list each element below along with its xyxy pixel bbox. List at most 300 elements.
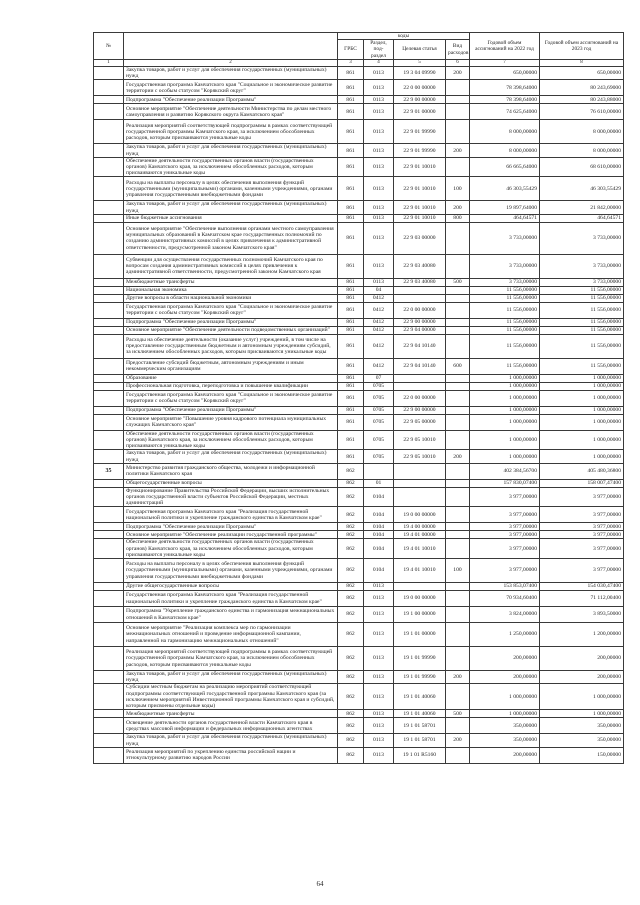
row-amount-2023: 350,00000 xyxy=(540,718,624,734)
row-amount-2023: 8 000,00000 xyxy=(540,144,624,157)
row-target-article: 19 1 01 58701 xyxy=(394,734,446,747)
index-cell: 7 xyxy=(470,59,540,66)
row-grbs: 861 xyxy=(338,67,364,80)
table-header xyxy=(94,33,624,67)
row-amount-2022: 66 665,64000 xyxy=(470,157,540,177)
row-name: Государственная программа Камчатского края "Социальное и экономическое развитие территории с особым статусом "Корякский округ" xyxy=(124,390,338,406)
row-amount-2023: 3 977,00000 xyxy=(540,531,624,539)
row-amount-2022: 350,00000 xyxy=(470,734,540,747)
row-expense-type: 200 xyxy=(446,144,470,157)
row-amount-2022: 19 897,64000 xyxy=(470,201,540,214)
row-name: Обеспечение деятельности государственных органов власти (государственных органов) Камчатского края, за исключением обособленных расходов, которым присваиваются уникальные коды xyxy=(124,539,338,559)
row-amount-2023: 1 000,00000 xyxy=(540,430,624,450)
row-razdel: 0113 xyxy=(364,96,394,104)
row-amount-2022: 350,00000 xyxy=(470,718,540,734)
row-number xyxy=(94,623,124,647)
row-grbs: 861 xyxy=(338,358,364,374)
table-row xyxy=(94,201,624,214)
row-amount-2022: 8 000,00000 xyxy=(470,120,540,144)
row-target-article xyxy=(394,294,446,302)
row-target-article: 22 9 00 00000 xyxy=(394,96,446,104)
row-amount-2022: 1 000,00000 xyxy=(470,414,540,430)
row-target-article: 22 9 03 40080 xyxy=(394,254,446,278)
row-grbs: 862 xyxy=(338,463,364,479)
row-name: Субсидии местным бюджетам на реализацию мероприятий соответствующей подпрограммы соответствующей государственной программы Камчатского края (за исключением мероприятий Инвестиционной программы Камчатского края и субсидий, которым присвоены отдельные коды) xyxy=(124,684,338,710)
row-grbs: 861 xyxy=(338,374,364,382)
row-name: Основное мероприятие "Обеспечение реализации государственной программы" xyxy=(124,531,338,539)
row-expense-type xyxy=(446,294,470,302)
row-target-article: 19 1 01 40060 xyxy=(394,710,446,718)
table-row xyxy=(94,390,624,406)
row-expense-type xyxy=(446,382,470,390)
row-razdel: 0113 xyxy=(364,718,394,734)
row-number xyxy=(94,390,124,406)
row-amount-2023: 1 000,00000 xyxy=(540,374,624,382)
table-row xyxy=(94,734,624,747)
row-razdel: 0104 xyxy=(364,523,394,531)
row-grbs: 862 xyxy=(338,623,364,647)
row-amount-2023: 158 007,47400 xyxy=(540,479,624,487)
row-expense-type xyxy=(446,607,470,623)
row-target-article: 19 1 01 99990 xyxy=(394,671,446,684)
row-expense-type: 600 xyxy=(446,358,470,374)
row-number xyxy=(94,531,124,539)
row-razdel: 0113 xyxy=(364,201,394,214)
row-expense-type xyxy=(446,531,470,539)
row-amount-2022: 11 556,00000 xyxy=(470,358,540,374)
table-row xyxy=(94,710,624,718)
row-amount-2023: 1 000,00000 xyxy=(540,710,624,718)
row-amount-2022: 11 556,00000 xyxy=(470,318,540,326)
table-row xyxy=(94,430,624,450)
row-grbs: 862 xyxy=(338,607,364,623)
table-row xyxy=(94,607,624,623)
header-target-article: Целевая статья xyxy=(394,40,446,60)
row-razdel: 0113 xyxy=(364,254,394,278)
row-amount-2022: 1 000,00000 xyxy=(470,390,540,406)
row-amount-2022: 200,00000 xyxy=(470,671,540,684)
row-target-article: 19 3 04 09990 xyxy=(394,67,446,80)
row-razdel: 0705 xyxy=(364,406,394,414)
row-number xyxy=(94,607,124,623)
row-number xyxy=(94,507,124,523)
row-expense-type xyxy=(446,414,470,430)
row-grbs: 861 xyxy=(338,334,364,358)
row-amount-2023: 3 733,00000 xyxy=(540,254,624,278)
row-amount-2023: 200,00000 xyxy=(540,671,624,684)
row-number xyxy=(94,479,124,487)
row-target-article: 22 9 03 00000 xyxy=(394,222,446,254)
row-grbs: 861 xyxy=(338,278,364,286)
table-row xyxy=(94,214,624,222)
row-amount-2023: 1 000,00000 xyxy=(540,406,624,414)
row-target-article xyxy=(394,286,446,294)
row-target-article: 19 4 00 00000 xyxy=(394,523,446,531)
table-row xyxy=(94,80,624,96)
table-row xyxy=(94,463,624,479)
row-grbs: 861 xyxy=(338,144,364,157)
row-amount-2023: 3 733,00000 xyxy=(540,222,624,254)
row-number xyxy=(94,334,124,358)
row-razdel: 0113 xyxy=(364,222,394,254)
row-grbs: 861 xyxy=(338,96,364,104)
row-razdel: 0412 xyxy=(364,302,394,318)
row-expense-type xyxy=(446,623,470,647)
row-name: Подпрограмма "Обеспечение реализации Программы" xyxy=(124,523,338,531)
table-row xyxy=(94,104,624,120)
row-amount-2022: 3 733,00000 xyxy=(470,254,540,278)
row-amount-2023: 80 243,69000 xyxy=(540,80,624,96)
row-amount-2022: 3 733,00000 xyxy=(470,222,540,254)
row-amount-2023: 8 000,00000 xyxy=(540,120,624,144)
table-row xyxy=(94,144,624,157)
row-grbs: 861 xyxy=(338,120,364,144)
row-grbs: 861 xyxy=(338,406,364,414)
row-grbs: 861 xyxy=(338,177,364,201)
row-number xyxy=(94,450,124,463)
row-razdel: 0113 xyxy=(364,214,394,222)
row-amount-2022: 70 934,60400 xyxy=(470,591,540,607)
row-amount-2022: 3 977,00000 xyxy=(470,507,540,523)
row-amount-2023: 1 000,00000 xyxy=(540,382,624,390)
row-grbs: 861 xyxy=(338,302,364,318)
row-number xyxy=(94,747,124,763)
table-row xyxy=(94,294,624,302)
row-amount-2022: 1 000,00000 xyxy=(470,406,540,414)
row-amount-2022: 3 733,00000 xyxy=(470,278,540,286)
row-amount-2022: 11 556,00000 xyxy=(470,326,540,334)
row-amount-2022: 11 556,00000 xyxy=(470,302,540,318)
header-year-2022: Годовой объем ассигнований на 2022 год xyxy=(470,33,540,60)
row-expense-type: 200 xyxy=(446,450,470,463)
row-name: Функционирование Правительства Российской Федерации, высших исполнительных органов государственной власти субъектов Российской Федерации, местных администраций xyxy=(124,487,338,507)
row-grbs: 862 xyxy=(338,583,364,591)
row-name: Основное мероприятие "Обеспечение деятельности подведомственных организаций" xyxy=(124,326,338,334)
row-amount-2022: 464,64571 xyxy=(470,214,540,222)
row-name: Межбюджетные трансферты xyxy=(124,278,338,286)
row-expense-type xyxy=(446,463,470,479)
table-row xyxy=(94,591,624,607)
row-razdel: 0705 xyxy=(364,450,394,463)
row-razdel: 0104 xyxy=(364,539,394,559)
row-expense-type xyxy=(446,120,470,144)
row-grbs: 862 xyxy=(338,559,364,583)
table-row xyxy=(94,647,624,671)
row-amount-2023: 350,00000 xyxy=(540,734,624,747)
row-target-article: 22 9 00 00000 xyxy=(394,318,446,326)
row-number xyxy=(94,591,124,607)
table-row xyxy=(94,583,624,591)
row-grbs: 862 xyxy=(338,591,364,607)
row-number xyxy=(94,96,124,104)
row-expense-type xyxy=(446,487,470,507)
row-grbs: 861 xyxy=(338,294,364,302)
row-number xyxy=(94,734,124,747)
table-row xyxy=(94,302,624,318)
row-grbs: 862 xyxy=(338,507,364,523)
table-row xyxy=(94,254,624,278)
row-grbs: 861 xyxy=(338,318,364,326)
row-grbs: 862 xyxy=(338,710,364,718)
row-name: Основное мероприятие "Реализация комплекса мер по гармонизации межнациональных отношений и проведение информационной кампании, направленной на гармонизацию межнациональных отношений" xyxy=(124,623,338,647)
header-index-row xyxy=(94,59,624,66)
row-amount-2023: 3 977,00000 xyxy=(540,507,624,523)
row-target-article: 22 9 01 10010 xyxy=(394,214,446,222)
row-name: Закупка товаров, работ и услуг для обеспечения государственных (муниципальных) нужд xyxy=(124,67,338,80)
row-name: Государственная программа Камчатского края "Реализация государственной национальной политики и укрепление гражданского единства в Камчатском крае" xyxy=(124,591,338,607)
header-expense-type: Вид расходов xyxy=(446,40,470,60)
table-row xyxy=(94,374,624,382)
row-expense-type xyxy=(446,286,470,294)
row-number xyxy=(94,559,124,583)
row-name: Реализация мероприятий соответствующей подпрограммы в рамках соответствующей государственной программы Камчатского края, за исключением обособленных расходов, которым присваиваются уникальные коды xyxy=(124,647,338,671)
row-expense-type: 500 xyxy=(446,278,470,286)
row-razdel: 0412 xyxy=(364,318,394,326)
header-razdel: Раздел, под- раздел xyxy=(364,40,394,60)
row-grbs: 862 xyxy=(338,523,364,531)
row-amount-2022: 1 000,00000 xyxy=(470,450,540,463)
row-amount-2023: 3 977,00000 xyxy=(540,523,624,531)
row-expense-type xyxy=(446,430,470,450)
row-number xyxy=(94,487,124,507)
row-amount-2022: 3 977,00000 xyxy=(470,487,540,507)
row-grbs: 862 xyxy=(338,531,364,539)
row-target-article: 19 0 00 00000 xyxy=(394,591,446,607)
index-cell: 1 xyxy=(94,59,124,66)
row-amount-2022: 3 977,00000 xyxy=(470,559,540,583)
table-row xyxy=(94,559,624,583)
row-name: Расходы на выплаты персоналу в целях обеспечения выполнения функций государственными (муниципальными) органами, казенными учреждениями, органами управления государственными внебюджетными фондами xyxy=(124,177,338,201)
row-expense-type xyxy=(446,318,470,326)
row-name: Закупка товаров, работ и услуг для обеспечения государственных (муниципальных) нужд xyxy=(124,450,338,463)
index-cell: 6 xyxy=(446,59,470,66)
row-grbs: 862 xyxy=(338,647,364,671)
table-row xyxy=(94,539,624,559)
row-amount-2022: 78 398,64000 xyxy=(470,96,540,104)
row-number xyxy=(94,671,124,684)
row-razdel: 0412 xyxy=(364,294,394,302)
table-row xyxy=(94,623,624,647)
row-number xyxy=(94,177,124,201)
row-number xyxy=(94,67,124,80)
row-target-article xyxy=(394,487,446,507)
row-grbs: 861 xyxy=(338,450,364,463)
row-razdel: 0113 xyxy=(364,80,394,96)
table-row xyxy=(94,406,624,414)
row-amount-2022: 3 977,00000 xyxy=(470,539,540,559)
row-number xyxy=(94,414,124,430)
row-amount-2022: 11 556,00000 xyxy=(470,334,540,358)
row-expense-type xyxy=(446,523,470,531)
row-target-article: 19 1 01 99990 xyxy=(394,647,446,671)
row-name: Подпрограмма "Обеспечение реализации Программы" xyxy=(124,406,338,414)
row-razdel: 0113 xyxy=(364,591,394,607)
index-cell: 3 xyxy=(338,59,364,66)
row-target-article: 19 1 01 00000 xyxy=(394,623,446,647)
row-target-article: 19 1 01 R5160 xyxy=(394,747,446,763)
row-number xyxy=(94,144,124,157)
table-row xyxy=(94,507,624,523)
header-codes: коды xyxy=(338,33,470,40)
table-row xyxy=(94,414,624,430)
row-amount-2022: 8 000,00000 xyxy=(470,144,540,157)
row-grbs: 861 xyxy=(338,80,364,96)
row-grbs: 861 xyxy=(338,104,364,120)
table-row xyxy=(94,531,624,539)
row-number xyxy=(94,222,124,254)
row-number xyxy=(94,583,124,591)
row-expense-type: 200 xyxy=(446,671,470,684)
row-razdel: 0705 xyxy=(364,382,394,390)
row-target-article: 22 0 00 00000 xyxy=(394,302,446,318)
row-amount-2023: 464,64571 xyxy=(540,214,624,222)
row-razdel: 0113 xyxy=(364,671,394,684)
row-expense-type xyxy=(446,374,470,382)
row-target-article: 19 0 00 00000 xyxy=(394,507,446,523)
row-expense-type xyxy=(446,539,470,559)
row-target-article: 19 4 01 00000 xyxy=(394,531,446,539)
row-expense-type: 200 xyxy=(446,201,470,214)
row-expense-type xyxy=(446,591,470,607)
row-target-article xyxy=(394,583,446,591)
row-amount-2022: 1 250,00000 xyxy=(470,623,540,647)
row-amount-2023: 11 556,00000 xyxy=(540,334,624,358)
row-number xyxy=(94,374,124,382)
row-expense-type xyxy=(446,479,470,487)
table-row xyxy=(94,334,624,358)
row-target-article: 22 0 00 00000 xyxy=(394,80,446,96)
table-row xyxy=(94,177,624,201)
row-amount-2022: 200,00000 xyxy=(470,647,540,671)
row-number xyxy=(94,326,124,334)
row-name: Реализация мероприятий соответствующей подпрограммы в рамках соответствующей государственной программы Камчатского края, за исключением обособленных расходов, которым присваиваются уникальные коды xyxy=(124,120,338,144)
table-row xyxy=(94,487,624,507)
table-row xyxy=(94,358,624,374)
row-razdel: 0412 xyxy=(364,358,394,374)
row-target-article: 22 9 00 00000 xyxy=(394,406,446,414)
row-name: Другие вопросы в области национальной экономики xyxy=(124,294,338,302)
row-razdel: 0113 xyxy=(364,177,394,201)
row-grbs: 862 xyxy=(338,747,364,763)
row-name: Обеспечение деятельности государственных органов власти (государственных органов) Камчатского края, за исключением обособленных расходов, которым присваиваются уникальные коды xyxy=(124,157,338,177)
row-grbs: 862 xyxy=(338,539,364,559)
row-target-article: 22 9 05 00000 xyxy=(394,414,446,430)
table-row xyxy=(94,479,624,487)
row-expense-type xyxy=(446,684,470,710)
row-grbs: 861 xyxy=(338,430,364,450)
row-target-article: 22 9 01 99990 xyxy=(394,120,446,144)
row-expense-type: 100 xyxy=(446,177,470,201)
row-amount-2023: 11 556,00000 xyxy=(540,286,624,294)
row-razdel: 0113 xyxy=(364,67,394,80)
row-razdel: 0113 xyxy=(364,583,394,591)
row-razdel: 04 xyxy=(364,286,394,294)
row-amount-2023: 3 977,00000 xyxy=(540,487,624,507)
row-amount-2023: 3 733,00000 xyxy=(540,278,624,286)
row-amount-2023: 11 556,00000 xyxy=(540,294,624,302)
row-amount-2023: 46 303,55429 xyxy=(540,177,624,201)
row-grbs: 862 xyxy=(338,479,364,487)
row-grbs: 861 xyxy=(338,201,364,214)
row-number xyxy=(94,120,124,144)
row-number xyxy=(94,710,124,718)
header-num: № xyxy=(94,33,124,60)
row-razdel: 0104 xyxy=(364,559,394,583)
row-number xyxy=(94,684,124,710)
row-razdel: 0113 xyxy=(364,710,394,718)
row-number xyxy=(94,718,124,734)
table-row xyxy=(94,286,624,294)
row-expense-type xyxy=(446,80,470,96)
row-grbs: 862 xyxy=(338,734,364,747)
row-amount-2023: 11 556,00000 xyxy=(540,318,624,326)
row-name: Закупка товаров, работ и услуг для обеспечения государственных (муниципальных) нужд xyxy=(124,734,338,747)
table-row xyxy=(94,718,624,734)
row-number xyxy=(94,104,124,120)
row-razdel: 0113 xyxy=(364,684,394,710)
table-row xyxy=(94,747,624,763)
row-grbs: 861 xyxy=(338,254,364,278)
row-razdel xyxy=(364,463,394,479)
row-razdel: 01 xyxy=(364,479,394,487)
row-target-article xyxy=(394,479,446,487)
table-row xyxy=(94,278,624,286)
row-number xyxy=(94,294,124,302)
row-target-article: 22 9 01 99990 xyxy=(394,144,446,157)
row-amount-2023: 68 610,00000 xyxy=(540,157,624,177)
row-name: Образование xyxy=(124,374,338,382)
row-razdel: 0113 xyxy=(364,747,394,763)
row-razdel: 0113 xyxy=(364,607,394,623)
row-grbs: 861 xyxy=(338,414,364,430)
row-name: Другие общегосударственные вопросы xyxy=(124,583,338,591)
row-target-article: 22 9 04 10140 xyxy=(394,358,446,374)
index-cell: 8 xyxy=(540,59,624,66)
row-expense-type xyxy=(446,507,470,523)
row-expense-type xyxy=(446,302,470,318)
row-amount-2022: 11 556,00000 xyxy=(470,286,540,294)
row-target-article: 19 4 01 10010 xyxy=(394,539,446,559)
row-amount-2023: 71 112,00400 xyxy=(540,591,624,607)
row-expense-type xyxy=(446,104,470,120)
row-grbs: 861 xyxy=(338,157,364,177)
row-name: Основное мероприятие "Повышение уровня кадрового потенциала муниципальных служащих Камчатского края" xyxy=(124,414,338,430)
index-cell: 5 xyxy=(394,59,446,66)
row-razdel: 0113 xyxy=(364,734,394,747)
row-target-article: 22 9 03 40080 xyxy=(394,278,446,286)
row-amount-2022: 3 977,00000 xyxy=(470,523,540,531)
row-target-article: 22 9 01 10010 xyxy=(394,177,446,201)
row-amount-2023: 80 243,88000 xyxy=(540,96,624,104)
row-expense-type xyxy=(446,334,470,358)
row-number xyxy=(94,318,124,326)
row-amount-2023: 1 000,00000 xyxy=(540,450,624,463)
row-expense-type xyxy=(446,647,470,671)
row-name: Основное мероприятие "Обеспечение деятельности Министерства по делам местного самоуправления и развитию Корякского округа Камчатского края" xyxy=(124,104,338,120)
row-amount-2022: 1 000,00000 xyxy=(470,382,540,390)
row-name: Государственная программа Камчатского края "Социальное и экономическое развитие территории с особым статусом "Корякский округ" xyxy=(124,302,338,318)
row-name: Профессиональная подготовка, переподготовка и повышение квалификации xyxy=(124,382,338,390)
row-target-article: 19 4 01 10010 xyxy=(394,559,446,583)
row-name: Подпрограмма "Обеспечение реализации Программы" xyxy=(124,318,338,326)
row-razdel: 0113 xyxy=(364,647,394,671)
row-expense-type: 100 xyxy=(446,559,470,583)
row-grbs: 862 xyxy=(338,718,364,734)
row-name: Государственная программа Камчатского края "Реализация государственной национальной политики и укрепление гражданского единства в Камчатском крае" xyxy=(124,507,338,523)
row-expense-type: 200 xyxy=(446,67,470,80)
row-amount-2023: 1 000,00000 xyxy=(540,684,624,710)
row-name: Расходы на обеспечение деятельности (оказание услуг) учреждений, в том числе на предоставление государственным бюджетным и автономным учреждениям субсидий, за исключением обособленных расходов, которым присваиваются уникальные коды xyxy=(124,334,338,358)
